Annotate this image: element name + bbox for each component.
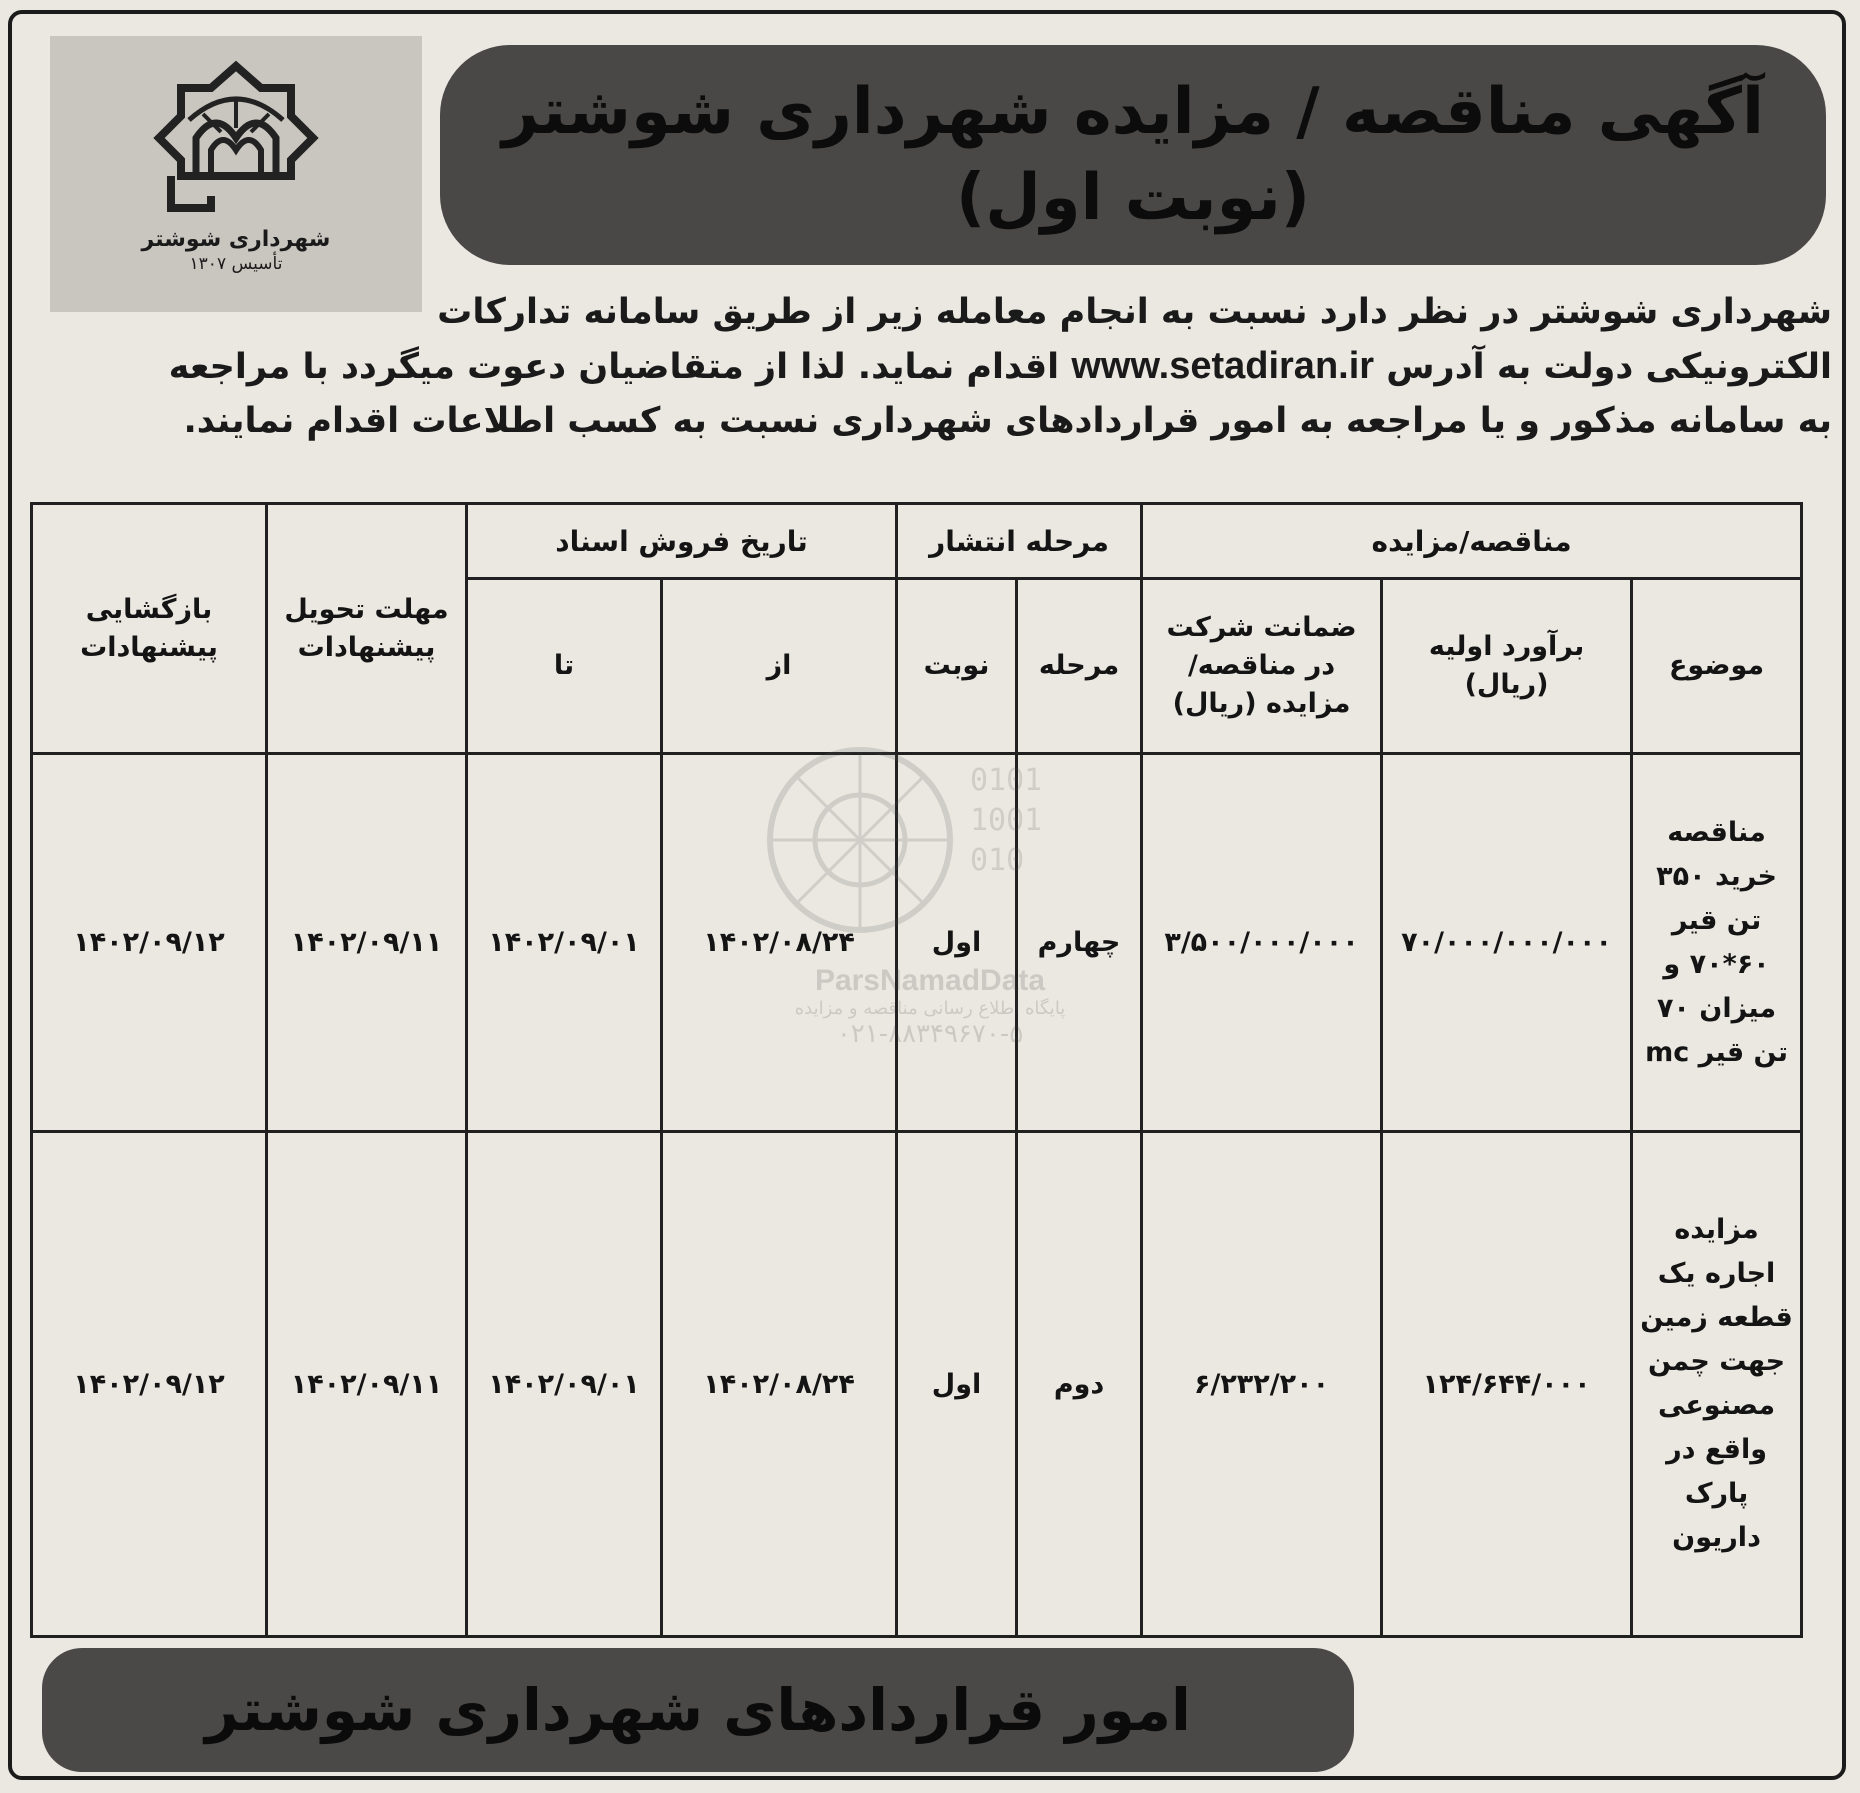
watermark-brand: ParsNamadData <box>814 964 1046 997</box>
watermark-phone: ۰۲۱-۸۸۳۴۹۶۷۰-۵ <box>836 1019 1024 1049</box>
municipality-logo-box <box>50 36 422 312</box>
tender-table <box>30 502 1803 1638</box>
svg-text:0101: 0101 <box>970 763 1043 798</box>
header-opening: بازگشایی پیشنهادات <box>32 504 267 754</box>
row-from-date: ۱۴۰۲/۰۸/۲۴ <box>662 1132 897 1637</box>
municipality-logo-icon <box>141 58 331 233</box>
row-opening: ۱۴۰۲/۰۹/۱۲ <box>32 1132 267 1637</box>
intro-line-2-start: الکترونیکی دولت به آدرس <box>1386 347 1832 387</box>
row-guarantee: ۶/۲۳۲/۲۰۰ <box>1142 1132 1382 1637</box>
group-publication: مرحله انتشار <box>897 504 1142 579</box>
header-deadline: مهلت تحویل پیشنهادات <box>267 504 467 754</box>
header-to: تا <box>467 579 662 754</box>
table-row <box>32 1132 1802 1637</box>
watermark-caption: پایگاه اطلاع رسانی مناقصه و مزایده <box>794 998 1066 1019</box>
intro-paragraph <box>32 285 1832 485</box>
intro-line-3: به سامانه مذکور و یا مراجعه به امور قراردادهای شهرداری نسبت به کسب اطلاعات اقدام نمایند. <box>183 401 1832 441</box>
footer-banner <box>42 1648 1354 1772</box>
row-turn: اول <box>897 754 1017 1132</box>
notice-turn: (نوبت اول) <box>956 161 1310 235</box>
header-stage: مرحله <box>1017 579 1142 754</box>
row-subject: مزایده اجاره یک قطعه زمین جهت چمن مصنوعی واقع در پارک داریون <box>1632 1132 1802 1637</box>
table-group-row <box>32 504 1802 579</box>
row-deadline: ۱۴۰۲/۰۹/۱۱ <box>267 1132 467 1637</box>
intro-line-1: شهرداری شوشتر در نظر دارد نسبت به انجام معامله زیر از طریق سامانه تدارکات <box>437 292 1832 332</box>
row-from-date: ۱۴۰۲/۰۸/۲۴ <box>662 754 897 1132</box>
row-estimate: ۷۰/۰۰۰/۰۰۰/۰۰۰ <box>1382 754 1632 1132</box>
row-stage: دوم <box>1017 1132 1142 1637</box>
header-turn: نوبت <box>897 579 1017 754</box>
header-guarantee: ضمانت شرکت در مناقصه/ مزایده (ریال) <box>1142 579 1382 754</box>
row-deadline: ۱۴۰۲/۰۹/۱۱ <box>267 754 467 1132</box>
row-opening: ۱۴۰۲/۰۹/۱۲ <box>32 754 267 1132</box>
header-from: از <box>662 579 897 754</box>
header-estimate: برآورد اولیه (ریال) <box>1382 579 1632 754</box>
intro-line-2-end: اقدام نماید. لذا از متقاضیان دعوت میگردد با مراجعه <box>168 347 1060 387</box>
svg-text:010: 010 <box>970 843 1025 878</box>
row-to-date: ۱۴۰۲/۰۹/۰۱ <box>467 754 662 1132</box>
setadiran-link[interactable]: www.setadiran.ir <box>1071 345 1375 387</box>
row-subject: مناقصه خرید ۳۵۰ تن قیر ۶۰*۷۰ و میزان ۷۰ تن قیر mc <box>1632 754 1802 1132</box>
table-row <box>32 754 1802 1132</box>
header-subject: موضوع <box>1632 579 1802 754</box>
svg-text:1001: 1001 <box>970 803 1043 838</box>
row-turn: اول <box>897 1132 1017 1637</box>
group-sale-date: تاریخ فروش اسناد <box>467 504 897 579</box>
notice-title: آگهی مناقصه / مزایده شهرداری شوشتر <box>502 74 1764 149</box>
logo-name: شهرداری شوشتر <box>141 227 331 252</box>
row-guarantee: ۳/۵۰۰/۰۰۰/۰۰۰ <box>1142 754 1382 1132</box>
footer-text: امور قراردادهای شهرداری شوشتر <box>205 1676 1191 1744</box>
row-to-date: ۱۴۰۲/۰۹/۰۱ <box>467 1132 662 1637</box>
row-estimate: ۱۲۴/۶۴۴/۰۰۰ <box>1382 1132 1632 1637</box>
intro-line-2 <box>32 339 1832 394</box>
logo-established: تأسیس ۱۳۰۷ <box>189 254 283 274</box>
group-tender: مناقصه/مزایده <box>1142 504 1802 579</box>
title-banner <box>440 45 1826 265</box>
row-stage: چهارم <box>1017 754 1142 1132</box>
